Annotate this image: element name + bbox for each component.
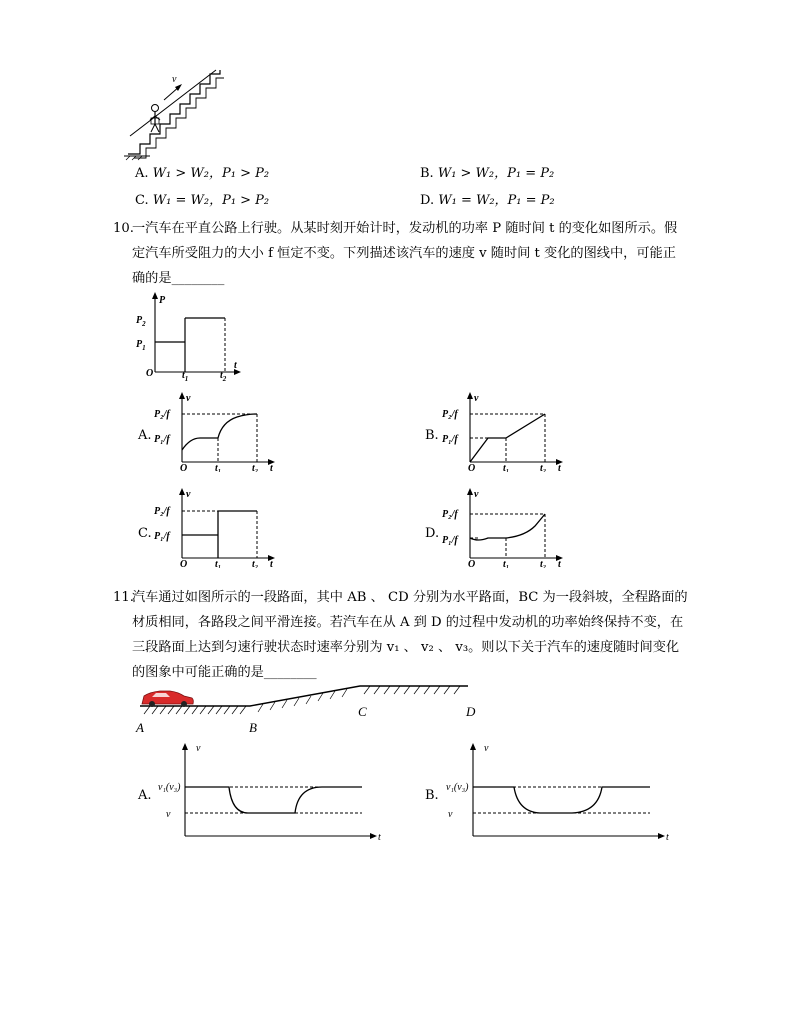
svg-text:t: t <box>666 832 669 843</box>
svg-text:t: t <box>558 559 561 568</box>
q10-option-c-label[interactable]: C. <box>138 526 152 541</box>
velocity-label: v <box>172 74 177 85</box>
q10-option-a-label[interactable]: A. <box>138 428 152 443</box>
q11-road-figure <box>130 680 490 740</box>
svg-text:B: B <box>249 720 257 735</box>
person-icon <box>150 105 160 133</box>
svg-text:t₁: t₁ <box>215 559 222 568</box>
car-icon <box>142 691 193 707</box>
svg-text:P: P <box>159 295 166 306</box>
q10-number: 10. <box>113 221 134 236</box>
svg-text:P₁/f: P₁/f <box>154 434 170 445</box>
q9-option-b[interactable]: B. W₁ > W₂，P₁ = P₂ <box>420 166 555 181</box>
q9-option-a[interactable]: A. W₁ > W₂，P₁ > P₂ <box>135 166 270 181</box>
svg-text:P₁/f: P₁/f <box>442 434 458 445</box>
svg-text:v: v <box>474 393 479 404</box>
q10-option-b-label[interactable]: B. <box>425 428 439 443</box>
q11-option-a-graph[interactable] <box>152 740 392 845</box>
svg-text:t1: $t_1$ <box>182 370 189 382</box>
q10-option-c-graph[interactable] <box>152 488 282 568</box>
svg-text:P1: $P_1$ <box>136 339 146 352</box>
q10-option-d-graph[interactable] <box>440 488 570 568</box>
q10-answer-blank[interactable]: ________ <box>171 271 225 286</box>
svg-text:A: A <box>136 720 144 735</box>
q11-option-b-graph[interactable] <box>440 740 680 845</box>
svg-text:C: C <box>358 704 367 719</box>
escalator-figure <box>120 62 230 162</box>
svg-text:v: v <box>448 809 453 820</box>
q11-stem: 汽车通过如图所示的一段路面，其中 AB 、 CD 分别为水平路面，BC 为一段斜坡，全程路面的 材质相同，各路段之间平滑连接。若汽车在从 A 到 D 的过程中发动机的功率始终保持不变，在 三段路面上达到匀速行驶状态时速率分别为 v₁ 、 v₂ 、 v₃。则以下关于汽车的速度随时间变化 的图象中可能正确的是________ <box>132 590 688 680</box>
svg-text:t₁: t₁ <box>503 463 510 472</box>
q9-option-d[interactable]: D. W₁ = W₂，P₁ = P₂ <box>420 193 555 208</box>
svg-text:D: D <box>466 704 476 719</box>
svg-text:v: v <box>474 489 479 500</box>
svg-text:P₁/f: P₁/f <box>154 531 170 542</box>
svg-text:O: O <box>180 559 188 568</box>
svg-text:t₂: t₂ <box>540 559 547 568</box>
svg-text:P₂/f: P₂/f <box>154 506 170 517</box>
svg-text:O: O <box>180 463 188 472</box>
q9-option-c[interactable]: C. W₁ = W₂，P₁ > P₂ <box>135 193 270 208</box>
q10-option-d-label[interactable]: D. <box>425 526 440 541</box>
q11-option-b-label[interactable]: B. <box>425 788 439 803</box>
svg-text:O: O <box>468 559 476 568</box>
q11-number: 11. <box>113 590 134 605</box>
svg-text:P₂/f: P₂/f <box>442 509 458 520</box>
svg-text:t₁: t₁ <box>215 463 222 472</box>
svg-text:P₂/f: P₂/f <box>442 409 458 420</box>
svg-text:v: v <box>186 489 191 500</box>
svg-text:t: t <box>270 463 273 472</box>
svg-text:v: v <box>484 743 489 754</box>
q10-option-b-graph[interactable] <box>440 392 570 472</box>
svg-text:t₂: t₂ <box>252 463 259 472</box>
svg-text:t2: $t_2$ <box>220 370 227 382</box>
svg-text:O: O <box>146 368 154 379</box>
svg-text:v: v <box>196 743 201 754</box>
svg-text:v₁(v₃): v₁(v₃) <box>446 782 469 793</box>
q11-option-a-label[interactable]: A. <box>138 788 152 803</box>
svg-text:t: t <box>378 832 381 843</box>
q11-answer-blank[interactable]: ________ <box>263 665 317 680</box>
svg-text:t: t <box>558 463 561 472</box>
svg-text:t₂: t₂ <box>540 463 547 472</box>
svg-text:v: v <box>186 393 191 404</box>
svg-text:t: t <box>234 360 237 371</box>
q10-stem: 一汽车在平直公路上行驶。从某时刻开始计时，发动机的功率 P 随时间 t 的变化如图所示。假 定汽车所受阻力的大小 f 恒定不变。下列描述该汽车的速度 v 随时间 t 变化的图线中，可能正 确的是________ <box>132 221 678 286</box>
svg-text:v: v <box>166 809 171 820</box>
svg-text:O: O <box>468 463 476 472</box>
svg-text:P2: $P_2$ <box>136 315 146 328</box>
svg-text:t₂: t₂ <box>252 559 259 568</box>
svg-text:t: t <box>270 559 273 568</box>
svg-text:P₂/f: P₂/f <box>154 409 170 420</box>
svg-text:t₁: t₁ <box>503 559 510 568</box>
svg-text:v₁(v₃): v₁(v₃) <box>158 782 181 793</box>
q10-power-graph <box>130 290 245 382</box>
q10-option-a-graph[interactable] <box>152 392 282 472</box>
svg-text:P₁/f: P₁/f <box>442 535 458 546</box>
